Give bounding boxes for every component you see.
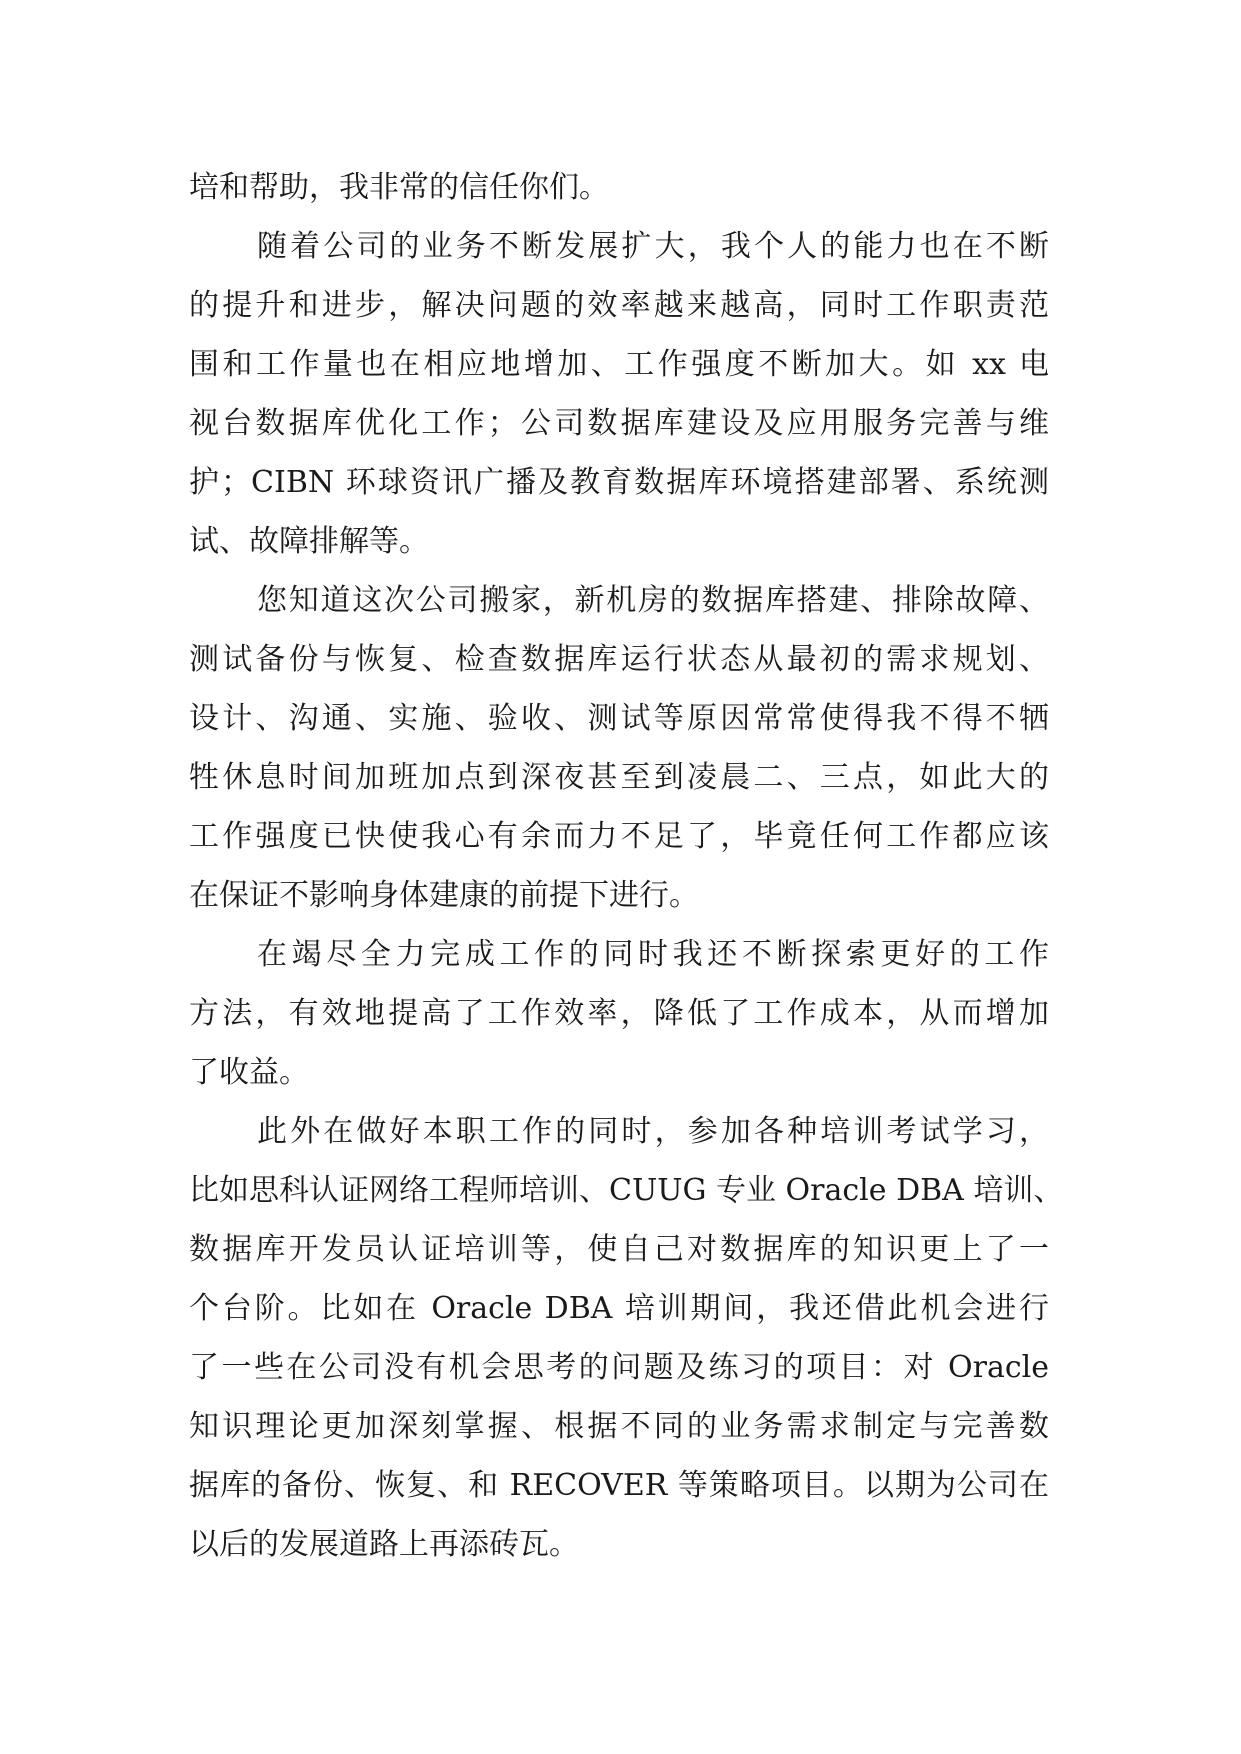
paragraph-line: 了收益。 <box>189 1055 309 1090</box>
body-text <box>189 158 1064 1574</box>
paragraph-line: 知识理论更加深刻掌握、根据不同的业务需求制定与完善数 <box>189 1409 1049 1444</box>
paragraph-line: 视台数据库优化工作；公司数据库建设及应用服务完善与维 <box>189 406 1049 441</box>
paragraph-line: 比如思科认证网络工程师培训、CUUG 专业 Oracle DBA 培训、 <box>189 1173 1064 1208</box>
paragraph-line: 此外在做好本职工作的同时，参加各种培训考试学习， <box>257 1114 1049 1149</box>
paragraph-line: 数据库开发员认证培训等，使自己对数据库的知识更上了一 <box>189 1232 1049 1267</box>
paragraph-line: 的提升和进步，解决问题的效率越来越高，同时工作职责范 <box>189 288 1049 323</box>
paragraph-line: 在保证不影响身体建康的前提下进行。 <box>189 878 699 913</box>
paragraph-line: 您知道这次公司搬家，新机房的数据库搭建、排除故障、 <box>257 583 1049 618</box>
paragraph-line: 测试备份与恢复、检查数据库运行状态从最初的需求规划、 <box>189 642 1049 677</box>
paragraph-line: 培和帮助，我非常的信任你们。 <box>189 170 609 205</box>
paragraph-line: 随着公司的业务不断发展扩大，我个人的能力也在不断 <box>257 229 1049 264</box>
paragraph-line: 了一些在公司没有机会思考的问题及练习的项目：对 Oracle <box>189 1350 1049 1385</box>
paragraph-line: 试、故障排解等。 <box>189 524 429 559</box>
paragraph-line: 护；CIBN 环球资讯广播及教育数据库环境搭建部署、系统测 <box>189 465 1049 500</box>
paragraph-line: 以后的发展道路上再添砖瓦。 <box>189 1527 579 1562</box>
paragraph-line: 牲休息时间加班加点到深夜甚至到凌晨二、三点，如此大的 <box>189 760 1049 795</box>
paragraph-line: 方法，有效地提高了工作效率，降低了工作成本，从而增加 <box>189 996 1049 1031</box>
paragraph-line: 个台阶。比如在 Oracle DBA 培训期间，我还借此机会进行 <box>189 1291 1049 1326</box>
paragraph-line: 围和工作量也在相应地增加、工作强度不断加大。如 xx 电 <box>189 347 1049 382</box>
paragraph-line: 设计、沟通、实施、验收、测试等原因常常使得我不得不牺 <box>189 701 1049 736</box>
paragraph-line: 在竭尽全力完成工作的同时我还不断探索更好的工作 <box>257 937 1049 972</box>
paragraph-line: 工作强度已快使我心有余而力不足了，毕竟任何工作都应该 <box>189 819 1049 854</box>
paragraph-line: 据库的备份、恢复、和 RECOVER 等策略项目。以期为公司在 <box>189 1468 1049 1503</box>
